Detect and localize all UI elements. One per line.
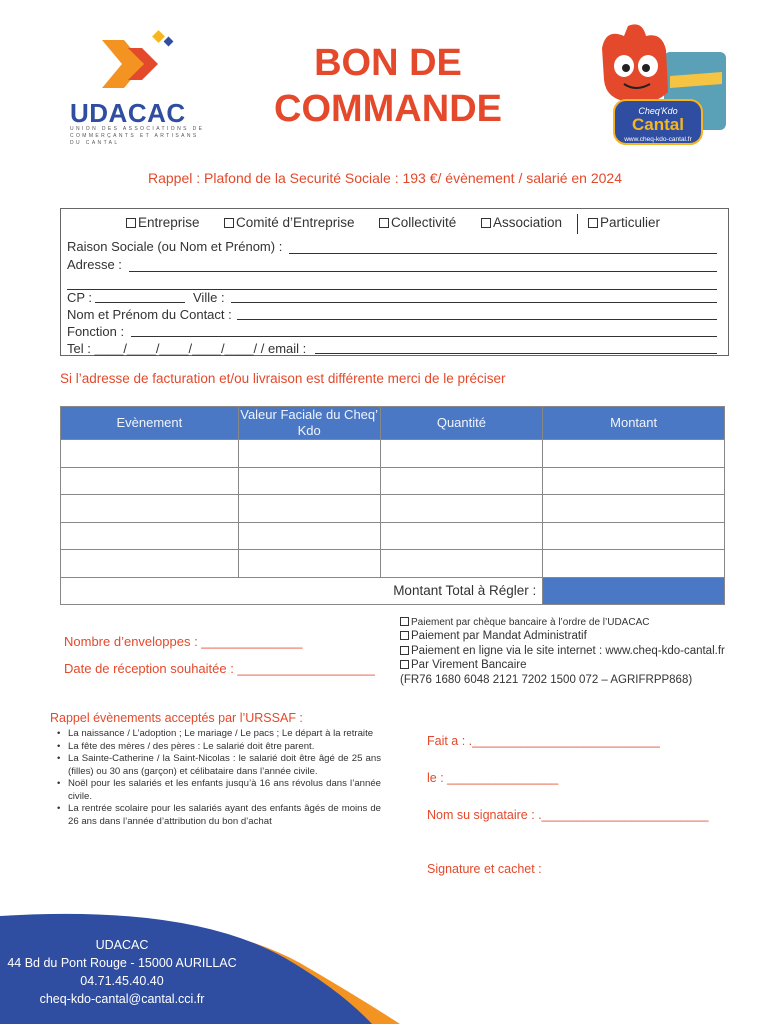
date-reception-field[interactable]: Date de réception souhaitée : ___________________ bbox=[64, 661, 375, 676]
date-signature-field[interactable]: le : ________________ bbox=[427, 771, 559, 785]
udacac-logo bbox=[62, 30, 212, 145]
cell-quantite[interactable] bbox=[380, 522, 543, 550]
mascot-text-main: Cantal bbox=[632, 115, 684, 134]
cell-quantite[interactable] bbox=[380, 440, 543, 468]
plafond-reminder: Rappel : Plafond de la Securité Sociale : 193 €/ évènement / salarié en 2024 bbox=[148, 170, 622, 186]
checkbox-icon[interactable] bbox=[400, 617, 409, 626]
table-row bbox=[61, 467, 725, 495]
separator bbox=[577, 214, 578, 234]
iban-text: (FR76 1680 6048 2121 7202 1500 072 – AGRIFRPP868) bbox=[400, 674, 693, 686]
checkbox-particulier[interactable]: Particulier bbox=[588, 215, 660, 230]
checkbox-icon[interactable] bbox=[400, 646, 409, 655]
cell-montant[interactable] bbox=[543, 467, 725, 495]
checkbox-association[interactable]: Association bbox=[481, 215, 562, 230]
cheq-kdo-mascot-logo bbox=[594, 22, 730, 150]
footer-email[interactable]: cheq-kdo-cantal@cantal.cci.fr bbox=[39, 992, 205, 1006]
checkbox-icon[interactable] bbox=[481, 218, 491, 228]
checkbox-entreprise[interactable]: Entreprise bbox=[126, 215, 200, 230]
mascot-text-top: Cheq'Kdo bbox=[638, 106, 678, 116]
cell-evenement[interactable] bbox=[61, 550, 239, 578]
checkbox-icon[interactable] bbox=[126, 218, 136, 228]
logo-wordmark: UDACAC bbox=[70, 98, 186, 128]
tel-label: Tel : ____/____/____/____/____/ / email : bbox=[67, 341, 307, 356]
table-row bbox=[61, 440, 725, 468]
fonction-field[interactable] bbox=[131, 322, 717, 337]
header-valeur-faciale: Valeur Faciale du Cheq’ Kdo bbox=[240, 407, 379, 438]
tel-field[interactable]: ____/____/____/____/____/ bbox=[94, 341, 258, 356]
cell-montant[interactable] bbox=[543, 550, 725, 578]
table-row bbox=[61, 495, 725, 523]
checkbox-icon[interactable] bbox=[379, 218, 389, 228]
total-label: Montant Total à Régler : bbox=[61, 577, 543, 605]
cp-field[interactable] bbox=[95, 288, 185, 303]
cell-valeur[interactable] bbox=[238, 495, 380, 523]
header-evenement: Evènement bbox=[61, 407, 239, 440]
cell-valeur[interactable] bbox=[238, 522, 380, 550]
cell-montant[interactable] bbox=[543, 495, 725, 523]
signature-cachet-label: Signature et cachet : bbox=[427, 862, 542, 876]
payment-cheque[interactable]: Paiement par chèque bancaire à l’ordre de l’UDACAC bbox=[400, 617, 649, 628]
cell-valeur[interactable] bbox=[238, 467, 380, 495]
checkbox-icon[interactable] bbox=[400, 660, 409, 669]
payment-virement[interactable]: Par Virement Bancaire bbox=[400, 659, 526, 671]
list-item: • La naissance / L’adoption ; Le mariage / Le pacs ; Le départ à la retraite bbox=[55, 728, 381, 741]
footer-address bbox=[0, 936, 244, 1008]
checkbox-comite-entreprise[interactable]: Comité d’Entreprise bbox=[224, 215, 355, 230]
enveloppes-field[interactable]: Nombre d’enveloppes : ______________ bbox=[64, 634, 303, 649]
checkbox-icon[interactable] bbox=[588, 218, 598, 228]
cell-valeur[interactable] bbox=[238, 440, 380, 468]
checkbox-collectivite[interactable]: Collectivité bbox=[379, 215, 456, 230]
ville-field[interactable] bbox=[231, 288, 717, 303]
order-table bbox=[60, 406, 725, 605]
list-item: • Noël pour les salariés et les enfants jusqu’à 16 ans révolus dans l’année civile. bbox=[55, 778, 381, 803]
cell-quantite[interactable] bbox=[380, 467, 543, 495]
client-info-box bbox=[60, 208, 729, 356]
total-row bbox=[61, 577, 725, 605]
facturation-note: Si l’adresse de facturation et/ou livraison est différente merci de le préciser bbox=[60, 371, 506, 386]
cell-evenement[interactable] bbox=[61, 440, 239, 468]
payment-mandat[interactable]: Paiement par Mandat Administratif bbox=[400, 630, 587, 642]
logo-chevron-red bbox=[124, 36, 172, 92]
cell-valeur[interactable] bbox=[238, 550, 380, 578]
fait-a-field[interactable]: Fait a : .___________________________ bbox=[427, 734, 660, 748]
table-row bbox=[61, 550, 725, 578]
cell-montant[interactable] bbox=[543, 440, 725, 468]
events-list bbox=[55, 728, 381, 828]
adresse-label: Adresse : bbox=[67, 257, 122, 272]
signataire-field[interactable]: Nom su signataire : .________________________ bbox=[427, 808, 709, 822]
header-quantite: Quantité bbox=[380, 407, 543, 440]
footer-name: UDACAC bbox=[95, 938, 149, 952]
cell-evenement[interactable] bbox=[61, 495, 239, 523]
contact-label: Nom et Prénom du Contact : bbox=[67, 307, 232, 322]
footer-street: 44 Bd du Pont Rouge - 15000 AURILLAC bbox=[7, 956, 237, 970]
urssaf-reminder: Rappel évènements acceptés par l’URSSAF : bbox=[50, 711, 303, 725]
cp-label: CP : bbox=[67, 290, 93, 305]
payment-en-ligne[interactable]: Paiement en ligne via le site internet : www.cheq-kdo-cantal.fr bbox=[400, 645, 725, 657]
cell-evenement[interactable] bbox=[61, 467, 239, 495]
fonction-label: Fonction : bbox=[67, 324, 125, 339]
raison-sociale-field[interactable] bbox=[289, 239, 717, 254]
adresse-field[interactable] bbox=[129, 257, 717, 272]
page-title: BON DE COMMANDE bbox=[274, 42, 502, 130]
checkbox-icon[interactable] bbox=[224, 218, 234, 228]
ville-label: Ville : bbox=[193, 290, 225, 305]
client-type-row bbox=[61, 215, 728, 237]
email-field[interactable] bbox=[315, 339, 717, 354]
raison-sociale-label: Raison Sociale (ou Nom et Prénom) : bbox=[67, 239, 283, 254]
footer-phone: 04.71.45.40.40 bbox=[80, 974, 164, 988]
cell-evenement[interactable] bbox=[61, 522, 239, 550]
checkbox-icon[interactable] bbox=[400, 631, 409, 640]
logo-subtitle: UNION DES ASSOCIATIONS DE COMMERÇANTS ET ARTISANS DU CANTAL bbox=[70, 126, 205, 146]
list-item: • La Sainte-Catherine / la Saint-Nicolas : le salarié doit être âgé de 25 ans (filles) ou 30 ans (garçon) et célibataire dans l’année civile. bbox=[55, 753, 381, 778]
cell-montant[interactable] bbox=[543, 522, 725, 550]
header-montant: Montant bbox=[543, 407, 725, 440]
contact-field[interactable] bbox=[237, 305, 717, 320]
mascot-url: www.cheq-kdo-cantal.fr bbox=[624, 136, 692, 143]
table-row bbox=[61, 522, 725, 550]
total-value-field[interactable] bbox=[543, 577, 725, 605]
list-item: • La fête des mères / des pères : Le salarié doit être parent. bbox=[55, 741, 381, 754]
table-header-row bbox=[61, 407, 725, 440]
cell-quantite[interactable] bbox=[380, 550, 543, 578]
cell-quantite[interactable] bbox=[380, 495, 543, 523]
list-item: • La rentrée scolaire pour les salariés ayant des enfants âgés de moins de 26 ans dans l’année d’attribution du bon d’achat bbox=[55, 803, 381, 828]
